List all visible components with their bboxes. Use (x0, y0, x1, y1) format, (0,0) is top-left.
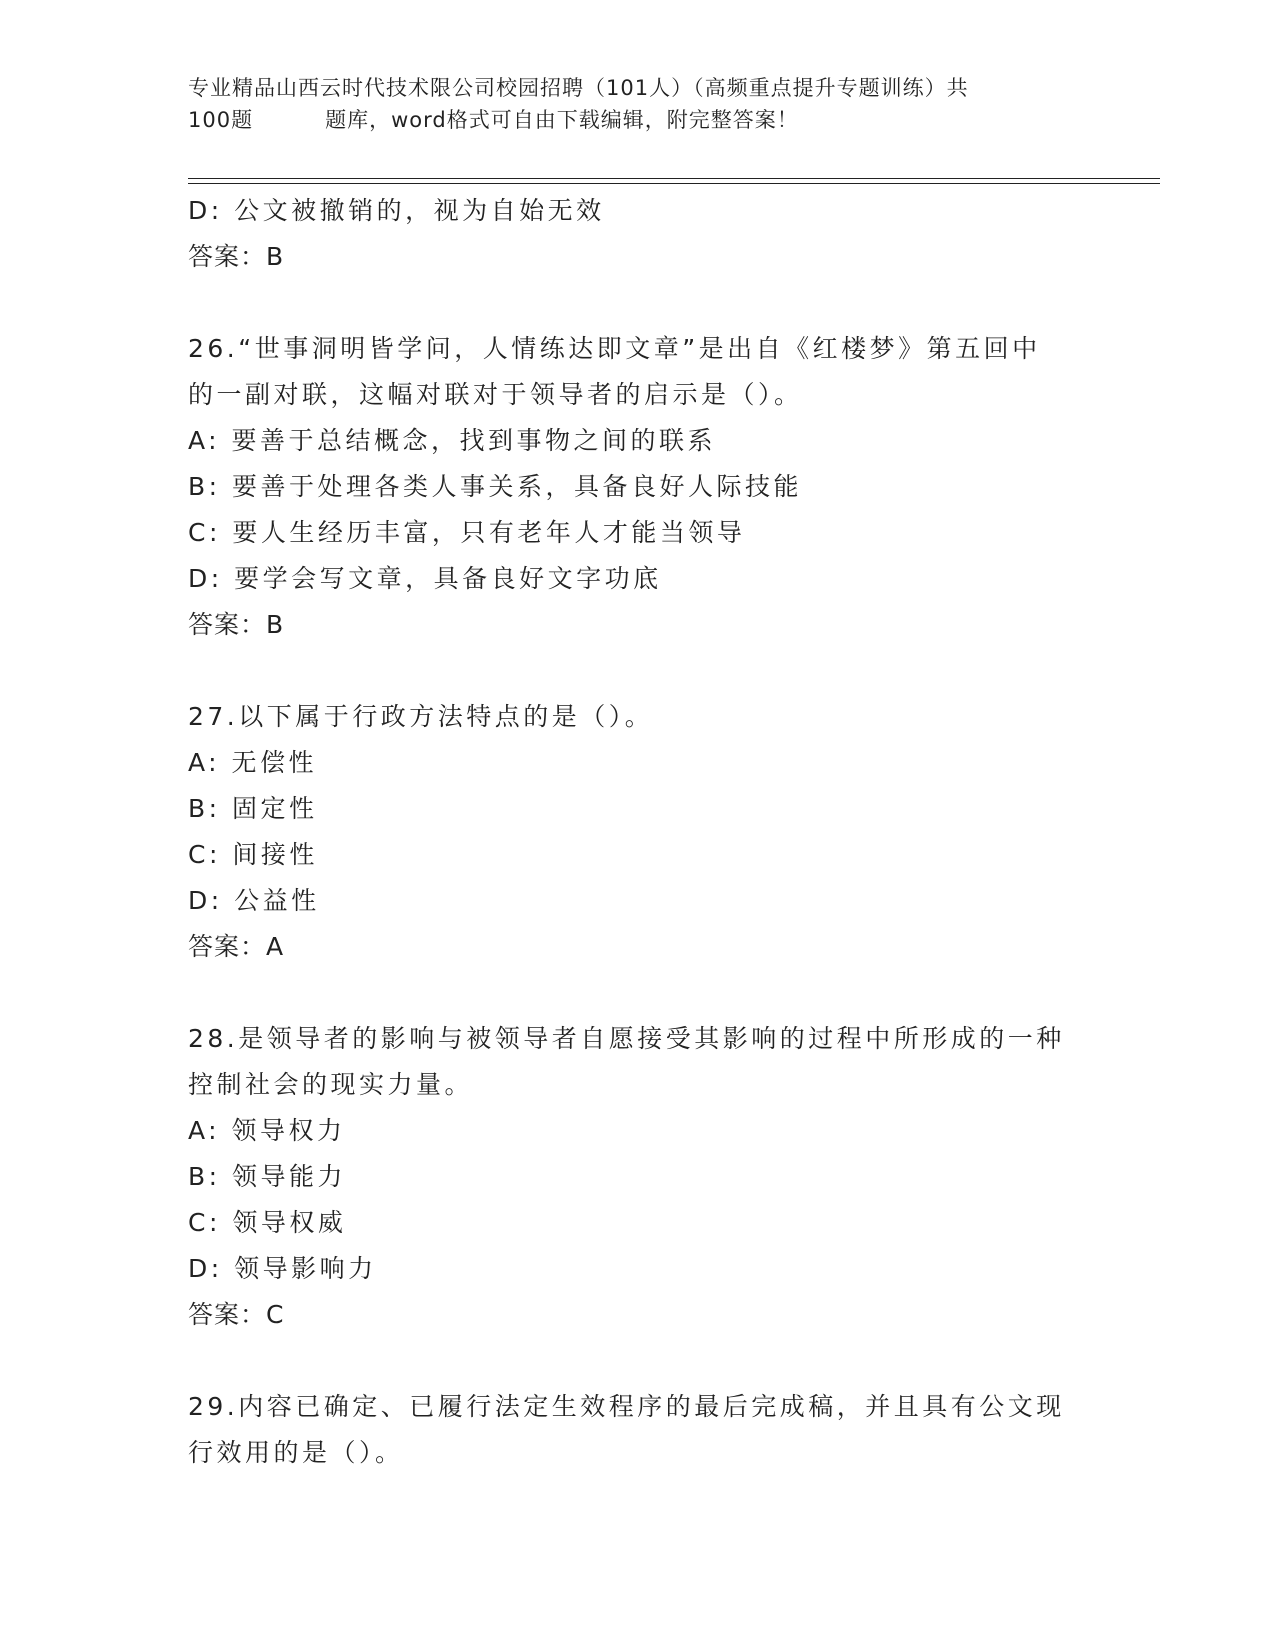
option-c: C: 间接性 (188, 840, 318, 869)
answer: 答案：C (188, 1300, 285, 1329)
question-stem: 27.以下属于行政方法特点的是（）。 (188, 702, 654, 731)
question-stem: 行效用的是（）。 (188, 1438, 404, 1467)
header-divider-bottom (188, 183, 1160, 184)
answer: 答案：B (188, 242, 285, 271)
spacer (188, 648, 1088, 694)
header-divider-top (188, 178, 1160, 179)
answer: 答案：B (188, 610, 285, 639)
option-a: A: 要善于总结概念，找到事物之间的联系 (188, 426, 717, 455)
option-b: B: 领导能力 (188, 1162, 347, 1191)
header-subtitle: 题库，word格式可自由下载编辑，附完整答案！ (325, 108, 799, 132)
header-count: 100题 (188, 108, 254, 132)
option-b: B: 固定性 (188, 794, 318, 823)
question-stem: 29.内容已确定、已履行法定生效程序的最后完成稿，并且具有公文现 (188, 1392, 1065, 1421)
question-stem: 26.“世事洞明皆学问，人情练达即文章”是出自《红楼梦》第五回中 (188, 334, 1041, 363)
option-d: D: 公文被撤销的，视为自始无效 (188, 196, 605, 225)
option-b: B: 要善于处理各类人事关系，具备良好人际技能 (188, 472, 803, 501)
header-title-line2 (188, 104, 1088, 136)
spacer (188, 280, 1088, 326)
option-d: D: 公益性 (188, 886, 320, 915)
spacer (188, 970, 1088, 1016)
question-stem: 的一副对联，这幅对联对于领导者的启示是（）。 (188, 380, 803, 409)
question-list (188, 188, 1088, 1476)
option-a: A: 领导权力 (188, 1116, 346, 1145)
answer: 答案：A (188, 932, 285, 961)
option-c: C: 要人生经历丰富，只有老年人才能当领导 (188, 518, 746, 547)
question-stem: 控制社会的现实力量。 (188, 1070, 474, 1099)
question-stem: 28.是领导者的影响与被领导者自愿接受其影响的过程中所形成的一种 (188, 1024, 1065, 1053)
option-c: C: 领导权威 (188, 1208, 347, 1237)
document-header (188, 72, 1088, 136)
spacer (188, 1338, 1088, 1384)
option-d: D: 领导影响力 (188, 1254, 377, 1283)
header-title-line1: 专业精品山西云时代技术限公司校园招聘（101人）（高频重点提升专题训练）共 (188, 76, 969, 100)
option-a: A: 无偿性 (188, 748, 318, 777)
option-d: D: 要学会写文章，具备良好文字功底 (188, 564, 662, 593)
